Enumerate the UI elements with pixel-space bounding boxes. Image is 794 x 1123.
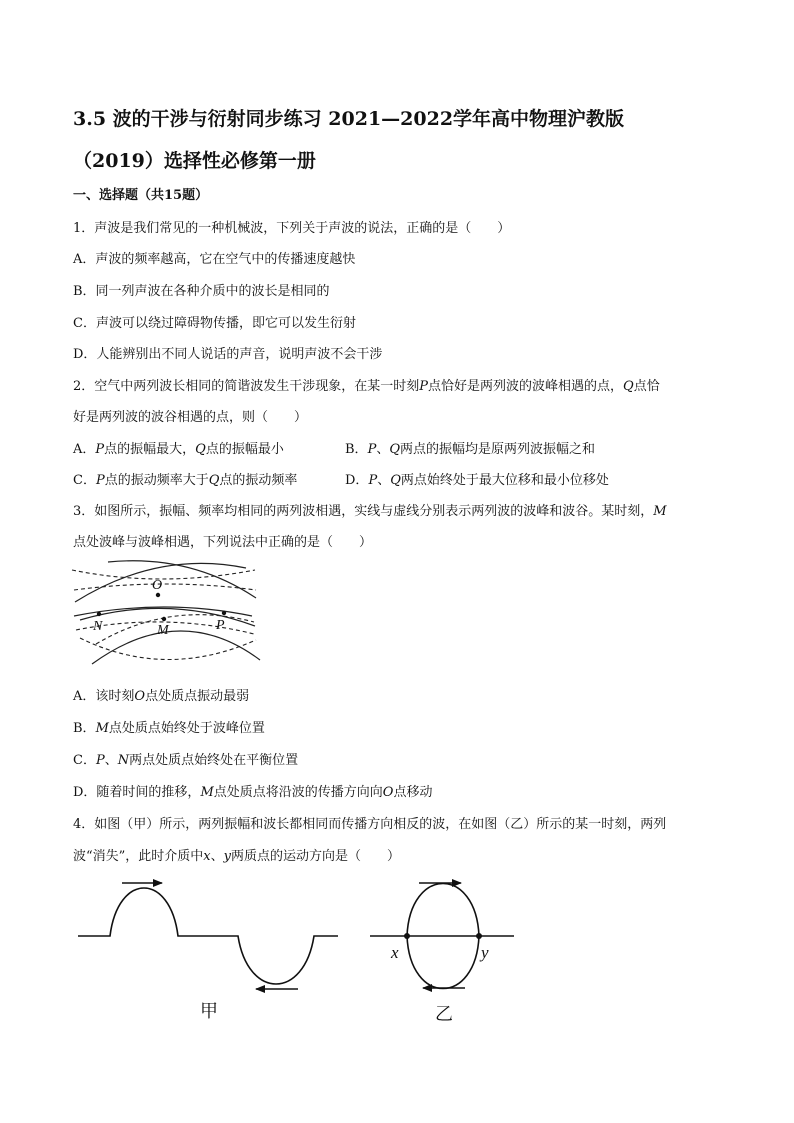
q2-option-c: C．P点的振动频率大于Q点的振动频率 <box>73 473 298 488</box>
page-title-line2: （2019）选择性必修第一册 <box>73 150 316 172</box>
label-p: P <box>216 618 225 633</box>
q3-option-b: B．M点处质点始终处于波峰位置 <box>73 721 265 736</box>
q1-option-a: A．声波的频率越高，它在空气中的传播速度越快 <box>73 252 356 267</box>
yi-lower-arc <box>407 936 479 989</box>
q1-option-c: C．声波可以绕过障碍物传播，即它可以发生衍射 <box>73 316 356 331</box>
label-y: y <box>481 943 489 962</box>
q4-stem-line2: 波“消失”，此时介质中x、y两质点的运动方向是（ ） <box>73 849 401 864</box>
label-x: x <box>391 943 399 962</box>
q2-stem-line1: 2．空气中两列波长相同的简谐波发生干涉现象，在某一时刻P点恰好是两列波的波峰相遇的点，Q点恰 <box>73 379 660 394</box>
q2-option-b: B．P、Q两点的振幅均是原两列波振幅之和 <box>345 442 596 457</box>
q3-option-c: C．P、N两点处质点始终处在平衡位置 <box>73 753 299 768</box>
point-y <box>476 933 482 939</box>
q1-stem: 1．声波是我们常见的一种机械波，下列关于声波的说法，正确的是（ ） <box>73 221 511 236</box>
caption-jia: 甲 <box>200 1001 218 1022</box>
label-o: O <box>152 578 163 593</box>
q3-option-d: D．随着时间的推移，M点处质点将沿波的传播方向向O点移动 <box>73 785 433 800</box>
q3-stem-line2: 点处波峰与波峰相遇，下列说法中正确的是（ ） <box>73 535 373 550</box>
point-x <box>404 933 410 939</box>
q1-option-b: B．同一列声波在各种介质中的波长是相同的 <box>73 284 330 299</box>
caption-yi: 乙 <box>435 1004 453 1025</box>
q1-option-d: D．人能辨别出不同人说话的声音，说明声波不会干涉 <box>73 347 383 362</box>
q2-stem-line2: 好是两列波的波谷相遇的点，则（ ） <box>73 410 308 425</box>
q2-option-a: A．P点的振幅最大，Q点的振幅最小 <box>73 442 284 457</box>
q4-stem-line1: 4．如图（甲）所示，两列振幅和波长都相同而传播方向相反的波，在如图（乙）所示的某一时刻，两列 <box>73 817 667 832</box>
q3-stem-line1: 3．如图所示，振幅、频率均相同的两列波相遇，实线与虚线分别表示两列波的波峰和波谷。某时刻，M <box>73 504 667 519</box>
label-n: N <box>93 619 103 634</box>
yi-upper-arc <box>407 884 479 937</box>
section-heading: 一、选择题（共15题） <box>73 188 209 203</box>
page-title-line1: 3.5 波的干涉与衍射同步练习 2021—2022学年高中物理沪教版 <box>73 108 625 130</box>
q3-option-a: A．该时刻O点处质点振动最弱 <box>73 689 250 704</box>
label-m: M <box>157 623 169 638</box>
jia-wave <box>78 888 338 984</box>
q2-option-d: D．P、Q两点始终处于最大位移和最小位移处 <box>345 473 609 488</box>
